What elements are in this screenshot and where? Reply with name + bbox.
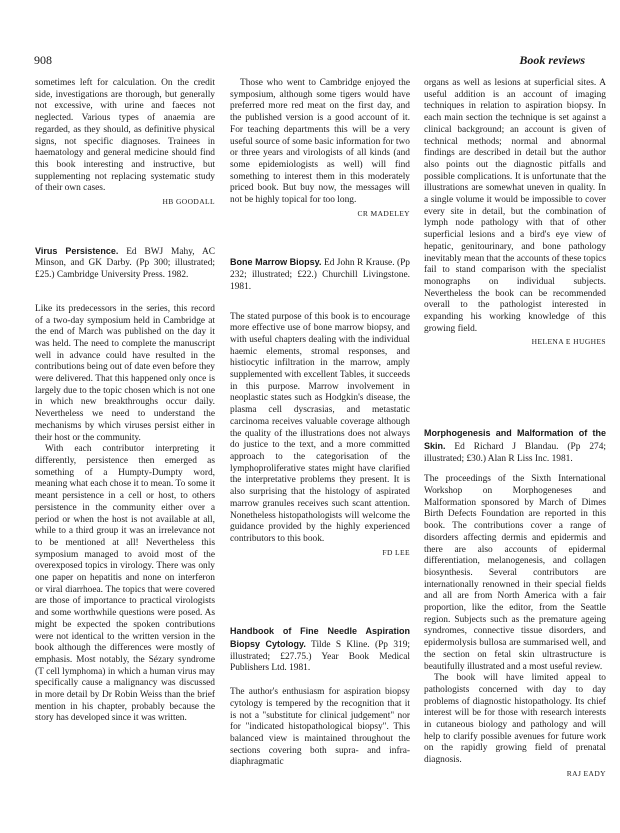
reviewer-signature: CR MADELEY — [357, 208, 410, 218]
book-citation: Ed John R Krause. (Pp 232; illustrated; £22.) Churchill Livingstone. 1981. — [230, 258, 410, 292]
book-citation: Tilde S Kline. (Pp 319; illustrated; £27.75.) Year Book Medical Publishers Ltd. 1981. — [230, 640, 410, 674]
book-title: Bone Marrow Biopsy. — [230, 257, 322, 268]
reviewer-signature: HB GOODALL — [162, 197, 215, 207]
book-title: Handbook of Fine Needle Aspiration Biopsy Cytology. — [230, 626, 410, 650]
reviewer-signature: HELENA E HUGHES — [531, 337, 606, 347]
review-heading-fine-needle-aspiration — [230, 626, 410, 675]
column-3 — [424, 78, 606, 780]
review-paragraph: The author's enthusiasm for aspiration biopsy cytology is tempered by the recognition that it is not a "substitute for clinical judgement" nor for "indicated histopathological biopsy". This balanced view is maintained throughout the sections covering both supra- and infra- diaphragmatic — [230, 687, 410, 768]
book-title: Morphogenesis and Malformation of the Skin. — [424, 428, 606, 451]
review-paragraph: The proceedings of the Sixth International Workshop on Morphogeneses and Malformation sponsored by March of Dimes Birth Defects Foundation are reported in this book. The contributions cover a range of disorders affecting dermis and epidermis and there are also accounts of epidermal differentiation, melanogenesis, and collagen biosynthesis. Several contributors are internationally renowned in their special fields and all are from North America with a fair proportion, like the editor, from the Seattle region. Subjects such as the premature ageing syndromes, connective tissue disorders, and epidermolysis bullosa are summarised well, and the section on fetal skin ultrastructure is beautifully illustrated and a most useful review. — [424, 474, 606, 672]
reviewer-signature: RAJ EADY — [566, 768, 606, 778]
review-heading-bone-marrow-biopsy — [230, 257, 410, 293]
page-number: 908 — [34, 53, 52, 67]
book-citation: Ed Richard J Blandau. (Pp 274; illustrated; £30.) Alan R Liss Inc. 1981. — [424, 441, 606, 464]
review-paragraph: Those who went to Cambridge enjoyed the symposium, although some tigers would have preferred more red meat on the first day, and the published version is a good account of it. For teaching departments this will be a very useful source of some basic information for two or three years and virologists of all kinds (and some epidemiologists as well) will find something to interest them in this moderately priced book. But buy now, the messages will not be highly topical for too long. — [230, 78, 410, 206]
review-continuation-paragraph: organs as well as lesions at superficial sites. A useful addition is an account of imaging techniques in relation to aspiration biopsy. In each main section the technique is set against a clinical background; an account is given of technical methods; normal and abnormal findings are described in detail but the author also points out the diagnostic pitfalls and possible complications. It is unfortunate that the illustrations are somewhat uneven in quality. In a single volume it would be impossible to cover every site in detail, but the combination of lymph node pathology with that of other superficial lesions and a bird's eye view of hepatic, genitourinary, and bone pathology inevitably mean that the accounts of these topics fail to stand comparison with the specialist monographs on individual subjects. Nevertheless the book can be recommended overall to the pathologist interested in expanding his working knowledge of this growing field. — [424, 78, 606, 334]
review-heading-virus-persistence — [35, 246, 215, 282]
column-2 — [230, 78, 410, 769]
review-paragraph: With each contributor interpreting it differently, persistence then emerged as something of a Humpty-Dumpty word, meaning what each chose it to mean. To some it meant persistence in a cell or host, to others persistence in the community either over a period or when the host is not available at all, while to a third group it was an irrelevance not to be mentioned at all! Nevertheless this symposium managed to avoid most of the overexposed topics in virology. There was only one paper on hepatitis and none on interferon or viral diarrhoea. The topics that were covered are those of importance to practical virologists and some worthwhile questions were posed. As might be expected the spoken contributions were not identical to the written version in the book although the differences were mostly of emphasis. Most notably, the Sézary syndrome (T cell lymphoma) in which a human virus may specifically cause a malignancy was discussed in more detail by Dr Robin Weiss than the brief mention in his chapter, probably because the story has developed since it was written. — [35, 444, 215, 724]
book-title: Virus Persistence. — [35, 245, 119, 256]
review-paragraph: The stated purpose of this book is to encourage more effective use of bone marrow biopsy, and with useful chapters dealing with the individual haemic elements, stromal responses, and histiocytic infiltration in the marrow, amply supplemented with excellent Tables, it succeeds in this purpose. Marrow involvement in neoplastic states such as Hodgkin's disease, the plasma cell dyscrasias, and metastatic carcinoma receives valuable coverage although the quality of the illustrations does not always do justice to the text, and a more committed approach to the categorisation of the lymphoproliferative states might have clarified the interpretative problems they present. It is also surprising that the histology of aspirated marrow granules receives such scant attention. Nonetheless histopathologists will welcome the guidance provided by the highly experienced contributors to this book. — [230, 311, 410, 544]
review-paragraph: Like its predecessors in the series, this record of a two-day symposium held in Cambridge at the end of March was published on the day it was held. The need to complete the manuscript well in advance could have resulted in the contributions being out of date even before they were delivered. That this happened only once is largely due to the topic chosen which is not one in which new breakthroughs occur daily. Nevertheless we need to understand the mechanisms by which viruses persist either in their host or the community. — [35, 303, 215, 443]
review-continuation-paragraph: sometimes left for calculation. On the credit side, investigations are thorough, but generally not excessive, with urine and faeces not neglected. Various types of anaemia are regarded, as they should, as definitive physical signs, not specific diagnoses. Trainees in haematology and general medicine should find this book interesting and instructive, but supplementing not replacing systematic study of their own cases. — [35, 78, 215, 194]
reviewer-signature: FD LEE — [382, 547, 410, 557]
column-1 — [35, 78, 215, 725]
book-citation: Ed BWJ Mahy, AC Minson, and GK Darby. (Pp 300; illustrated; £25.) Cambridge University Press. 1982. — [35, 246, 215, 281]
review-paragraph: The book will have limited appeal to pathologists concerned with day to day problems of diagnostic histopathology. Its chief interest will be for those with research interests in cutaneous biology and pathology and will help to clarify possible avenues for future work on the rapidly growing field of prenatal diagnosis. — [424, 673, 606, 766]
review-heading-skin-morphogenesis — [424, 428, 606, 465]
running-head: Book reviews — [519, 53, 585, 67]
